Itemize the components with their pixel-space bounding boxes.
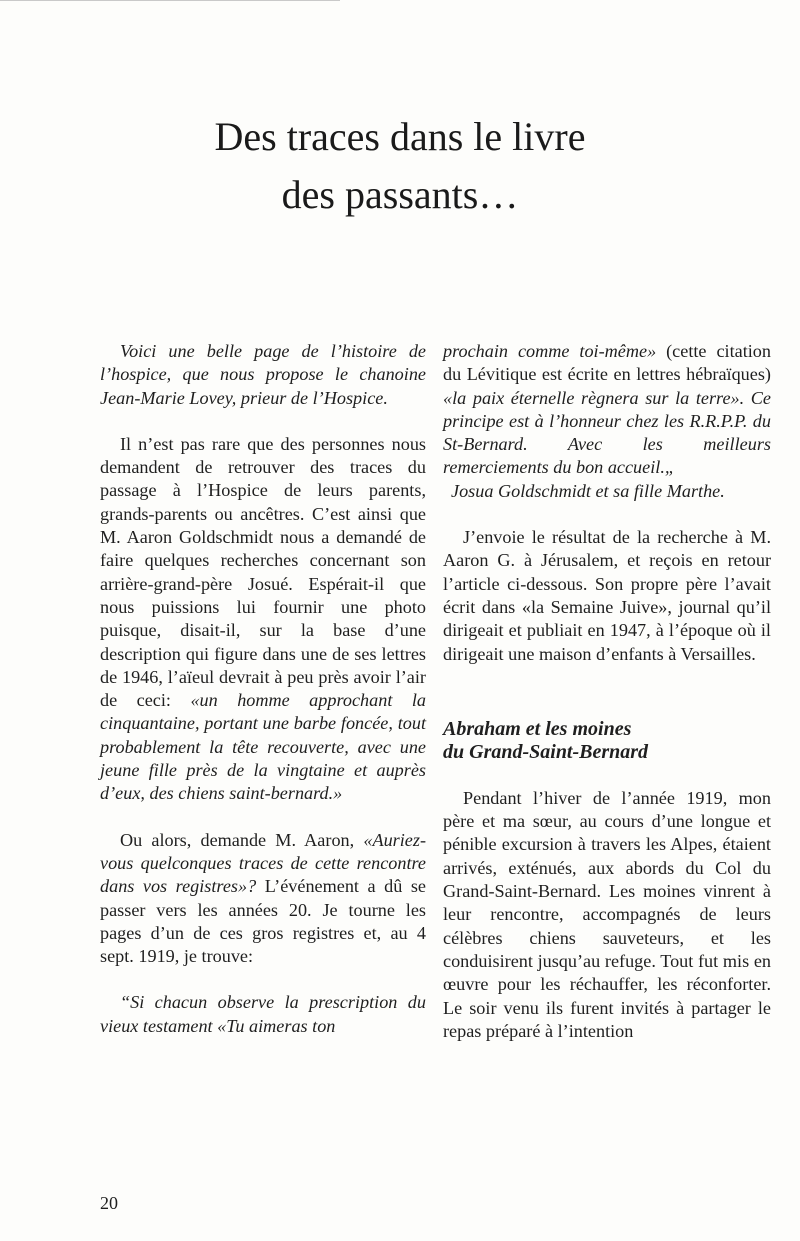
page-number: 20 bbox=[100, 1193, 118, 1213]
paragraph-5: Pendant l’hiver de l’année 1919, mon père et ma sœur, au cours d’une longue et pénible excursion à travers les Alpes, étaient arrivés, exténués, aux abords du Col du Grand-Saint-Bernard. Les moines vinrent à leur rencontre, accompagnés de leurs célèbres chiens sauveteurs, et les conduisirent jusqu’au refuge. Tout fut mis en œuvre pour les réchauffer, les réconforter. Le soir venu ils furent invités à partager le repas préparé à l’intention bbox=[443, 787, 771, 1041]
right-column bbox=[443, 340, 771, 1043]
quote-part-b: (cette citation du Lévitique est écrite en lettres hébraïques) bbox=[443, 341, 771, 385]
question-quote: «Auriez-vous quelconques traces de cette rencontre dans vos registres»? bbox=[100, 829, 426, 897]
paragraph-2-text-a: Ou alors, demande M. Aaron, bbox=[120, 829, 364, 850]
paragraph-1-text: Il n’est pas rare que des personnes nous demandent de retrouver des traces du passage à l’Hospice de leurs parents, grands-parents ou ancêtres. C’est ainsi que M. Aaron Goldschmidt nous a demandé de faire quelques recherches concernant son arrière-grand-père Josué. Espérait-il que nous puissions lui fournir une photo puisque, disait-il, sur la base d’une description qui figure dans une de ses lettres de 1946, l’aïeul devrait à peu près avoir l’air de ceci: bbox=[100, 433, 426, 711]
paragraph-2-text-b: L’événement a dû se passer vers les années 20. Je tourne les pages d’un de ces gros registres et, au 4 sept. 1919, je trouve: bbox=[100, 876, 426, 967]
left-column bbox=[100, 340, 426, 1038]
page-title bbox=[0, 108, 800, 224]
paragraph-2 bbox=[100, 829, 426, 969]
section-heading-line-2: du Grand-Saint-Bernard bbox=[443, 740, 649, 763]
title-line-2: des passants… bbox=[281, 172, 519, 217]
description-quote: «un homme approchant la cinquantaine, portant une barbe foncée, tout probablement la tête recouverte, avec une jeune fille près de la vingtaine et auprès d’eux, des chiens saint-bernard.» bbox=[100, 690, 426, 804]
paragraph-4: J’envoie le résultat de la recherche à M. Aaron G. à Jérusalem, et reçois en retour l’article ci-dessous. Son propre père l’avait écrit dans «la Semaine Juive», journal qu’il dirigeait et publiait en 1947, à l’époque où il dirigeait une maison d’enfants à Versailles. bbox=[443, 527, 771, 664]
quote-part-a: prochain comme toi-même» bbox=[443, 341, 657, 361]
section-heading bbox=[443, 718, 771, 764]
registry-quote-continued bbox=[443, 340, 771, 480]
quote-part-c: «la paix éternelle règnera sur la terre». Ce principe est à l’honneur chez les R.R.P.P. du St-Bernard. Avec les meilleurs remerciements du bon accueil.„ bbox=[443, 387, 771, 478]
registry-quote-start: “Si chacun observe la prescription du vieux testament «Tu aimeras ton bbox=[100, 992, 426, 1036]
paragraph-1 bbox=[100, 433, 426, 806]
section-heading-line-1: Abraham et les moines bbox=[443, 717, 632, 740]
signature: Josua Goldschmidt et sa fille Marthe. bbox=[451, 480, 725, 501]
intro-paragraph: Voici une belle page de l’histoire de l’hospice, que nous propose le chanoine Jean-Marie Lovey, prieur de l’Hospice. bbox=[100, 341, 426, 408]
title-line-1: Des traces dans le livre bbox=[214, 114, 586, 159]
top-rule bbox=[0, 0, 340, 1]
